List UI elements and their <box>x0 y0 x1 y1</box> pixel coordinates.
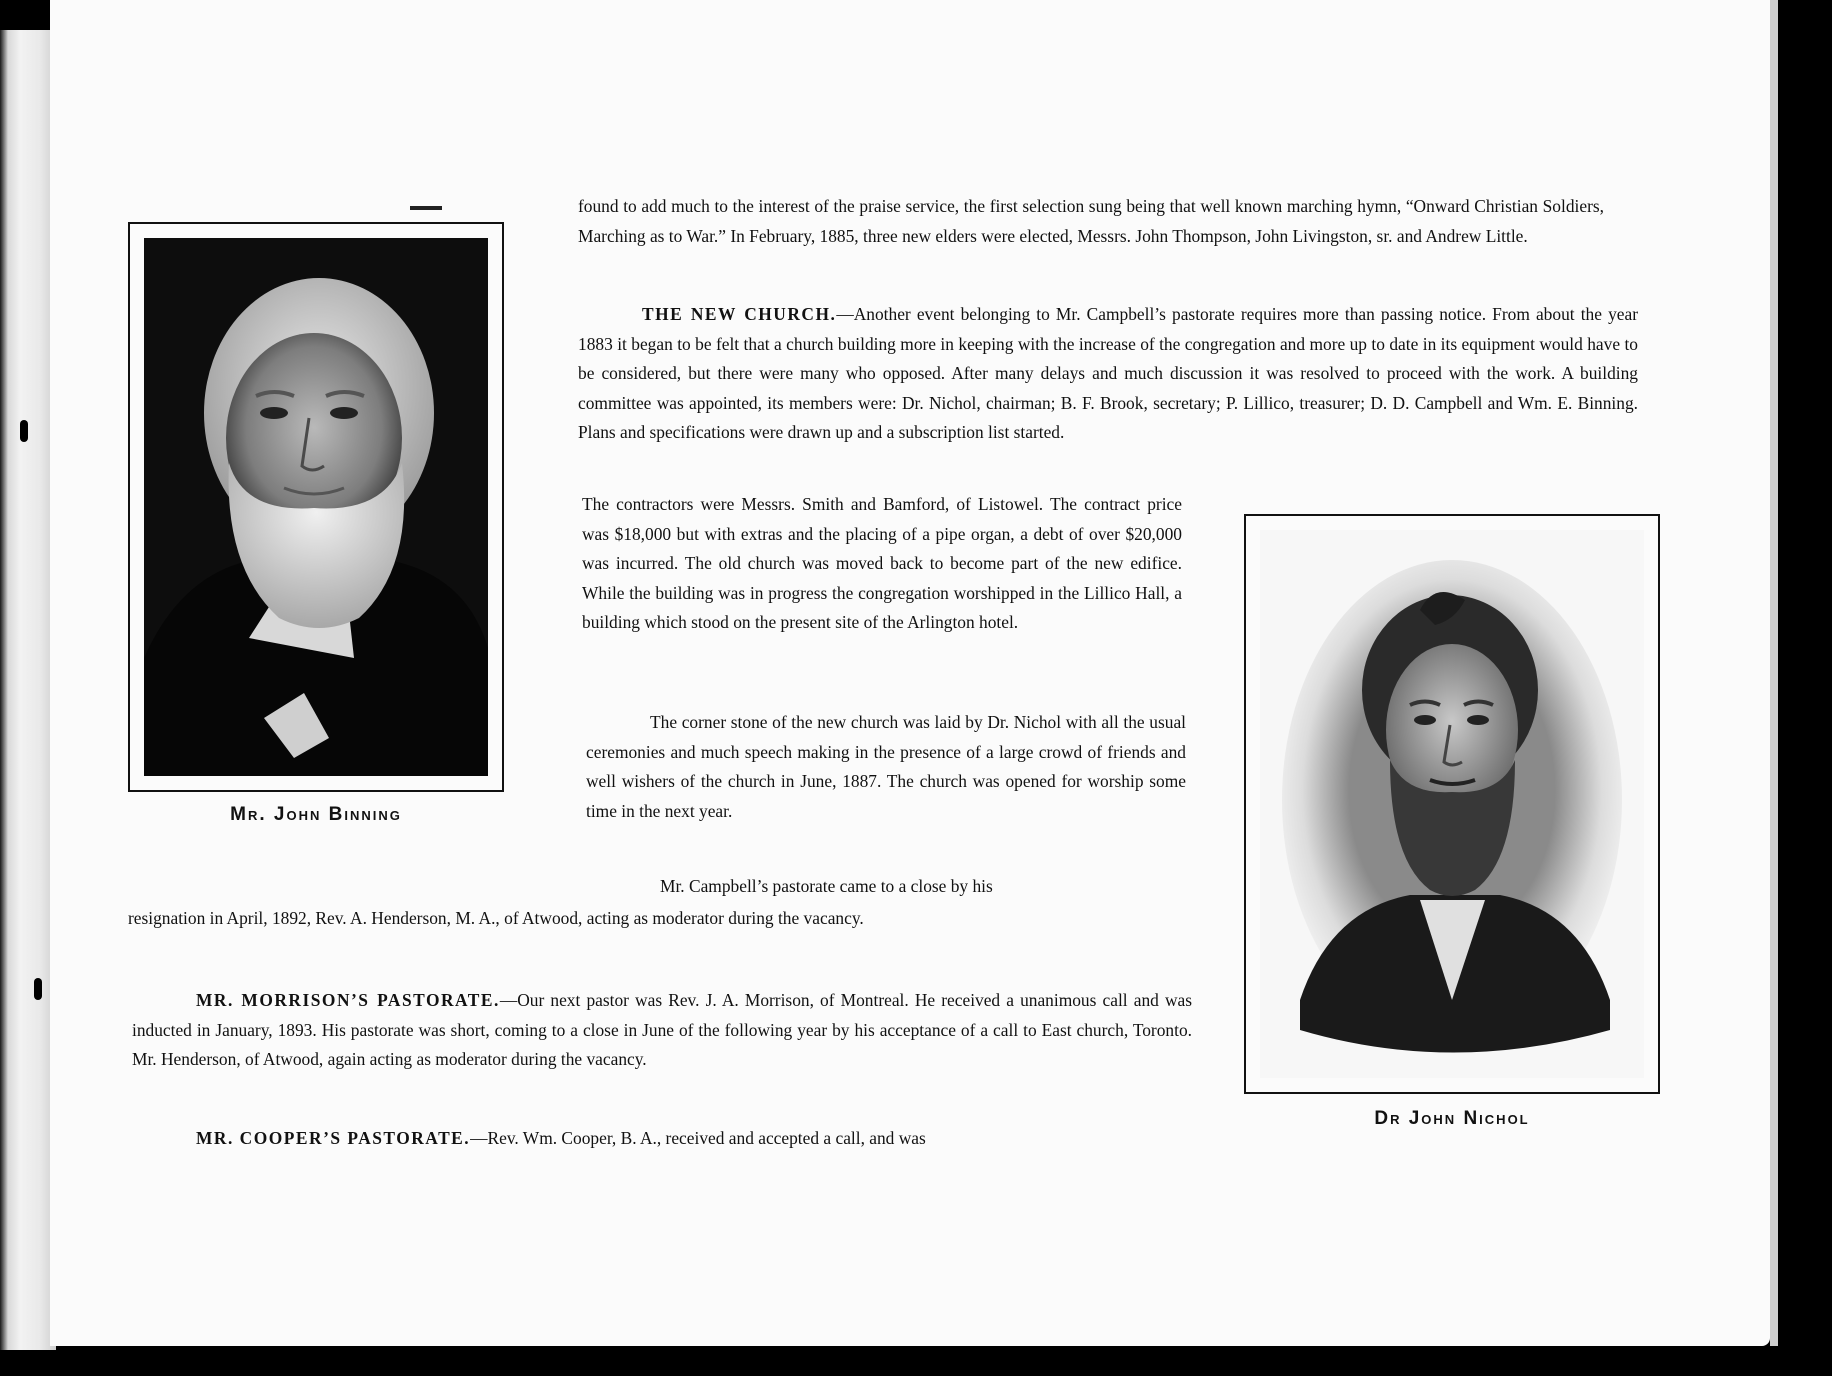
paragraph-contractors: The contractors were Messrs. Smith and Bamford, of Listowel. The contract price was $18,000 but with extras and the placing of a pipe organ, a debt of over $20,000 was incurred. The old church was moved back to become part of the new edifice. While the building was in progress the congregation worshipped in the Lillico Hall, a building which stood on the present site of the Arlington hotel. <box>582 494 1182 633</box>
portrait-caption-binning: Mr. John Binning <box>230 804 402 825</box>
paragraph-new-church-body: —Another event belonging to Mr. Campbell’s pastorate requires more than passing notice. From about the year 1883 it began to be felt that a church building more in keeping with the increase of the congregation and more up to date in its equipment would have to be considered, but there were many who opposed. After many delays and much discussion it was resolved to proceed with the work. A building committee was appointed, its members were: Dr. Nichol, chairman; B. F. Brook, secretary; P. Lillico, treasurer; D. D. Campbell and Wm. E. Binning. Plans and specifications were drawn up and a subscription list started. <box>578 304 1639 443</box>
paragraph-praise-service: found to add much to the interest of the praise service, the first selection sung being that well known marching hymn, “Onward Christian Soldiers, Marching as to War.” In February, 1885, three new elders were elected, Messrs. John Thompson, John Livingston, sr. and Andrew Little. <box>578 196 1604 246</box>
heading-new-church: THE NEW CHURCH. <box>642 304 837 324</box>
heading-cooper-pastorate: MR. COOPER’S PASTORATE. <box>196 1128 471 1148</box>
portrait-photo-nichol <box>1260 530 1644 1078</box>
portrait-illustration-binning <box>144 238 488 776</box>
portrait-frame-binning <box>128 222 504 792</box>
portrait-photo-binning <box>144 238 488 776</box>
paragraph-morrison-pastorate <box>132 986 1192 1075</box>
paragraph-cooper-pastorate <box>132 1124 1192 1154</box>
paragraph-cooper-body: —Rev. Wm. Cooper, B. A., received and accepted a call, and was <box>470 1128 926 1148</box>
paragraph-resignation: resignation in April, 1892, Rev. A. Henderson, M. A., of Atwood, acting as moderator during the vacancy. <box>128 908 864 928</box>
heading-morrison-pastorate: MR. MORRISON’S PASTORATE. <box>196 990 500 1010</box>
page-right-edge <box>1770 0 1778 1346</box>
binding-hole-mark <box>34 978 42 1000</box>
stray-print-mark <box>410 206 442 210</box>
portrait-frame-nichol <box>1244 514 1660 1094</box>
paragraph-corner-stone: The corner stone of the new church was laid by Dr. Nichol with all the usual ceremonies and much speech making in the presence of a large crowd of friends and well wishers of the church in June, 1887. The church was opened for worship some time in the next year. <box>586 712 1186 821</box>
portrait-caption-nichol: Dr John Nichol <box>1374 1108 1530 1129</box>
page-left-edge <box>0 30 56 1350</box>
paragraph-resignation-first-line: Mr. Campbell’s pastorate came to a close by his <box>660 876 993 896</box>
portrait-illustration-nichol <box>1260 530 1644 1078</box>
binding-hole-mark <box>20 420 28 442</box>
paragraph-morrison-body: —Our next pastor was Rev. J. A. Morrison, of Montreal. He received a unanimous call and was inducted in January, 1893. His pastorate was short, coming to a close in June of the following year by his acceptance of a call to East church, Toronto. Mr. Henderson, of Atwood, again acting as moderator during the vacancy. <box>132 990 1192 1070</box>
paragraph-new-church <box>578 300 1638 448</box>
